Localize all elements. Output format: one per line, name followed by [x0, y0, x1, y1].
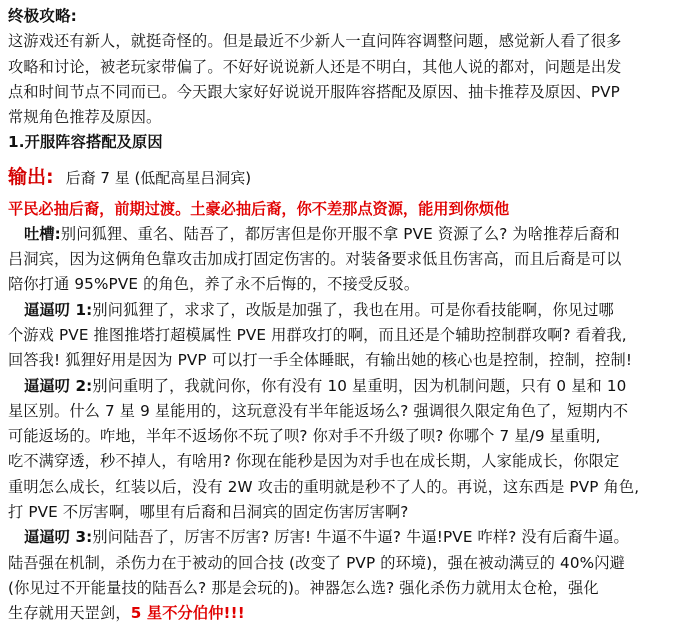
complaint-line: 陪你打通 95%PVE 的角色，养了永不后悔的，不接受反驳。: [8, 275, 420, 294]
rant1-label: 逼逼叨 1:: [24, 300, 93, 319]
guide-heading: 终极攻略:: [8, 7, 77, 25]
rant1-line: 别问狐狸了，求求了，改版是加强了，我也在用。可是你看技能啊，你见过哪: [92, 300, 614, 319]
slogan-text: 平民必抽后裔，前期过渡。土豪必抽后裔，你不差那点资源，能用到你烦他: [8, 199, 510, 218]
output-label: 输出:: [8, 165, 54, 188]
intro-line: 攻略和讨论，被老玩家带偏了。不好好说说新人还是不明白，其他人说的都对，问题是出发: [8, 57, 622, 76]
rant2-line: 打 PVE 不厉害啊，哪里有后裔和吕洞宾的固定伤害厉害啊?: [8, 503, 409, 522]
rant2-line: 重明怎么成长，红装以后，没有 2W 攻击的重明就是秒不了人的。再说，这东西是 PVP 角色,: [8, 477, 640, 496]
rant3-line: (你见过不开能量技的陆吾么? 那是会玩的)。神器怎么选? 强化杀伤力就用太仓枪，强化: [8, 578, 599, 597]
intro-paragraph: [8, 29, 678, 130]
rant3-label: 逼逼叨 3:: [24, 528, 93, 547]
rant3-final-red: 5 星不分伯仲!!!: [130, 604, 245, 623]
rant2-line: 别问重明了，我就问你，你有没有 10 星重明，因为机制问题，只有 0 星和 10: [92, 376, 627, 395]
complaint-line: 吕洞宾，因为这俩角色靠攻击加成打固定伤害的。对装备要求低且伤害高，而且后裔是可以: [8, 250, 622, 269]
intro-line: 这游戏还有新人，就挺奇怪的。但是最近不少新人一直问阵容调整问题，感觉新人看了很多: [8, 32, 622, 51]
section-title: 1.开服阵容搭配及原因: [8, 133, 163, 152]
rant2-paragraph: [8, 374, 678, 526]
rant2-line: 可能返场的。咋地，半年不返场你不玩了呗? 你对手不升级了呗? 你哪个 7 星/9 星重明,: [8, 427, 601, 446]
intro-line: 常规角色推荐及原因。: [8, 108, 162, 127]
rant1-line: 回答我! 狐狸好用是因为 PVP 可以打一手全体睡眠，有输出她的核心也是控制，控制，控制!: [8, 351, 633, 370]
complaint-paragraph: [8, 222, 678, 298]
rant3-paragraph: [8, 525, 678, 626]
rant3-line: 别问陆吾了，厉害不厉害? 厉害! 牛逼不牛逼? 牛逼!PVE 咋样? 没有后裔牛逼。: [92, 528, 629, 547]
intro-line: 点和时间节点不同而已。今天跟大家好好说说开服阵容搭配及原因、抽卡推荐及原因、PVP: [8, 82, 620, 101]
output-recommendation: [8, 162, 678, 192]
complaint-line: 别问狐狸、重名、陆吾了，都厉害但是你开服不拿 PVE 资源了么? 为啥推荐后裔和: [60, 224, 620, 243]
rant2-line: 星区别。什么 7 星 9 星能用的，这玩意没有半年能返场么? 强调很久限定角色了，短期内不: [8, 401, 629, 420]
output-value: 后裔 7 星 (低配高星吕洞宾): [65, 168, 252, 187]
rant1-line: 个游戏 PVE 推图推塔打超模属性 PVE 用群攻打的啊，而且还是个辅助控制群攻啊? 看着我,: [8, 325, 627, 344]
complaint-label: 吐槽:: [24, 224, 61, 243]
rant2-label: 逼逼叨 2:: [24, 376, 93, 395]
rant3-line: 陆吾强在机制，杀伤力在于被动的回合技 (改变了 PVP 的环境)，强在被动满豆的 40%闪避: [8, 553, 625, 572]
rant3-line: 生存就用天罡剑，: [8, 604, 131, 623]
rant1-paragraph: [8, 298, 678, 374]
rant2-line: 吃不满穿透，秒不掉人，有啥用? 你现在能秒是因为对手也在成长期，人家能成长，你限定: [8, 452, 620, 471]
